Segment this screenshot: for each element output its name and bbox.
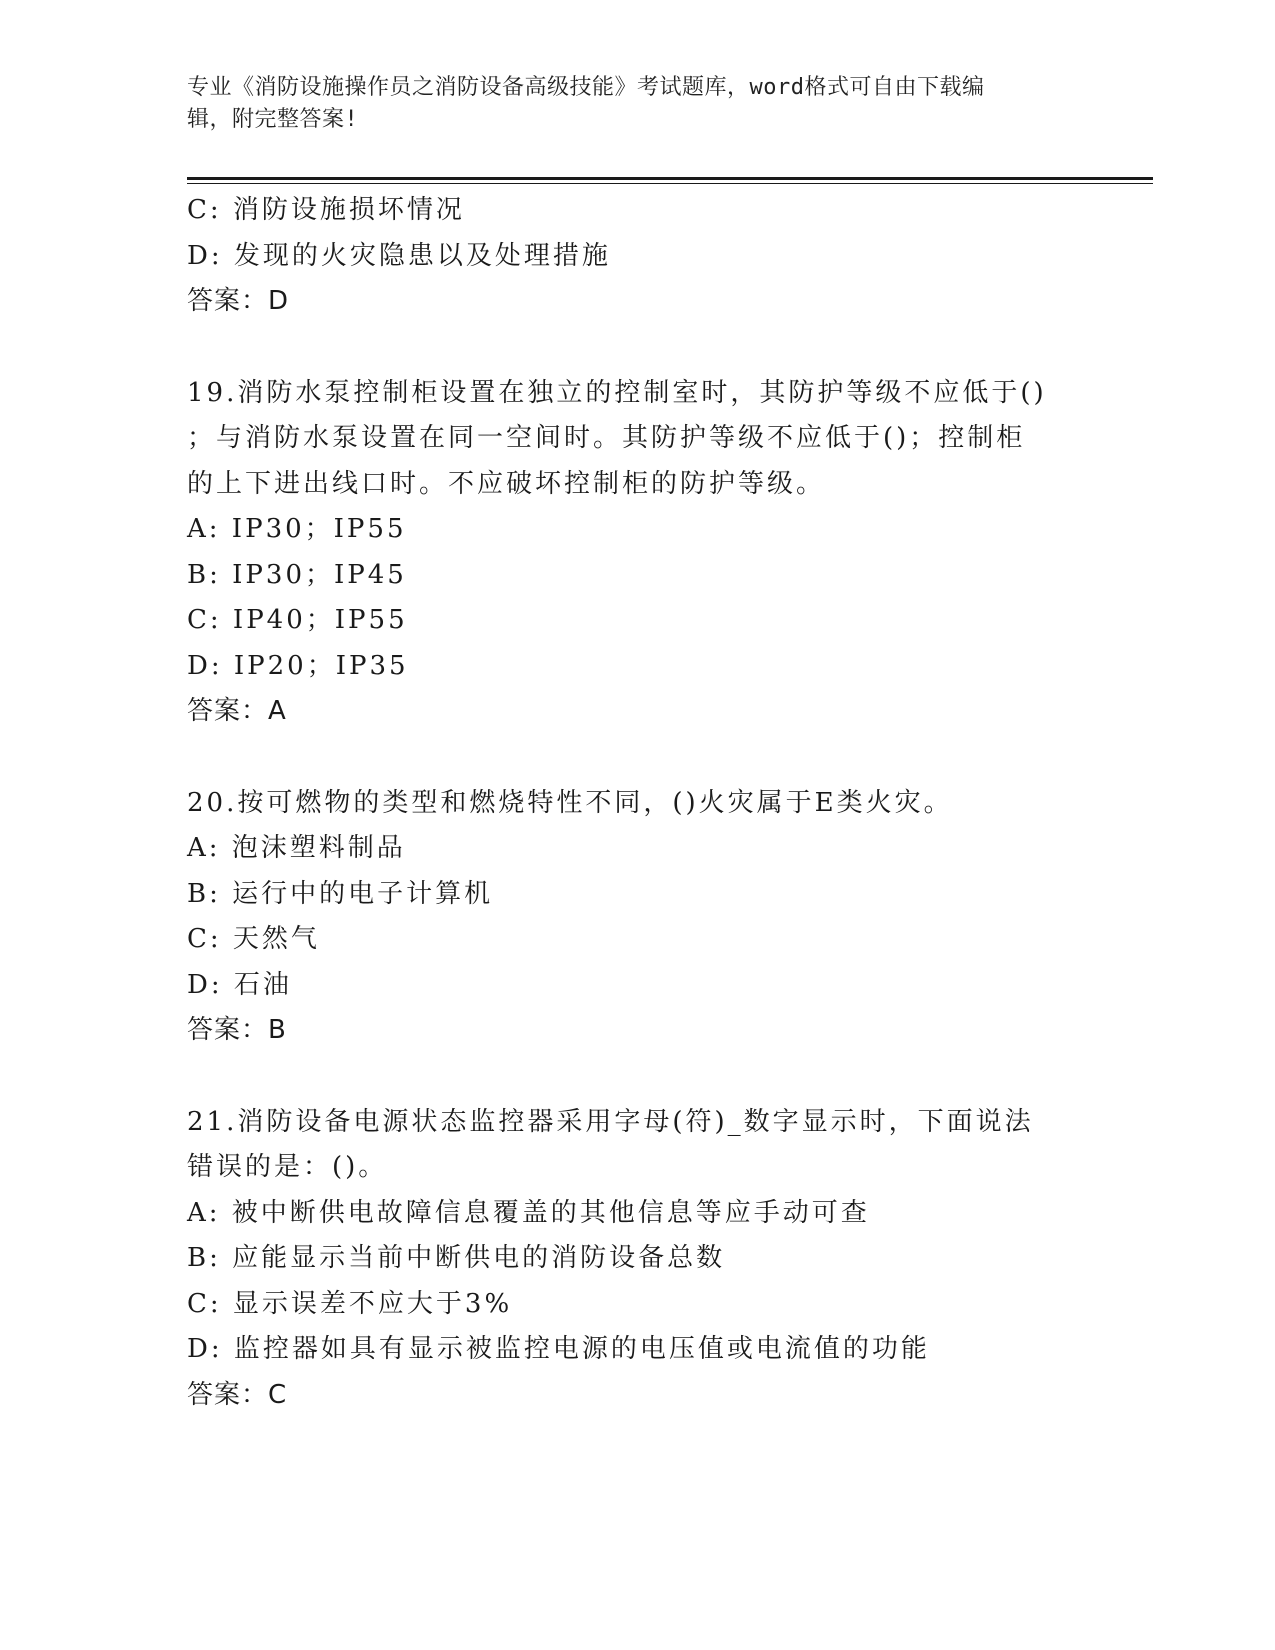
- option-b: B: 运行中的电子计算机: [187, 878, 494, 909]
- spacer: [187, 1054, 1067, 1100]
- option-c: C: IP40；IP55: [187, 605, 408, 635]
- question-stem-line: 21.消防设备电源状态监控器采用字母(符)_数字显示时，下面说法: [187, 1106, 1034, 1137]
- spacer: [187, 735, 1067, 781]
- header-line-1: 专业《消防设施操作员之消防设备高级技能》考试题库，word格式可自由下载编: [187, 75, 985, 100]
- option-c: C: 显示误差不应大于3%: [187, 1288, 513, 1319]
- answer-line: 答案：D: [187, 286, 290, 316]
- option-d: D: IP20；IP35: [187, 650, 409, 681]
- answer-line: 答案：C: [187, 1379, 288, 1410]
- header-line-2: 辑，附完整答案!: [187, 107, 359, 132]
- question-stem-line: 的上下进出线口时。不应破坏控制柜的防护等级。: [187, 468, 826, 499]
- option-a: A: IP30；IP55: [187, 514, 407, 544]
- option-a: A: 泡沫塑料制品: [187, 833, 406, 863]
- option-d: D: 监控器如具有显示被监控电源的电压值或电流值的功能: [187, 1334, 930, 1364]
- question-20: [187, 781, 1067, 1054]
- spacer: [187, 325, 1067, 371]
- option-c: C: 消防设施损坏情况: [187, 195, 465, 225]
- option-a: A: 被中断供电故障信息覆盖的其他信息等应手动可查: [187, 1197, 870, 1228]
- answer-line: 答案：A: [187, 696, 287, 726]
- question-stem-line: 20.按可燃物的类型和燃烧特性不同，()火灾属于E类火灾。: [187, 787, 953, 818]
- previous-question-block: [187, 188, 1067, 325]
- question-content: [187, 188, 1067, 1418]
- option-d: D: 石油: [187, 969, 292, 1000]
- header-divider-thin: [187, 183, 1153, 184]
- question-stem-line: 错误的是：()。: [187, 1152, 388, 1182]
- question-stem-line: ；与消防水泵设置在同一空间时。其防护等级不应低于()；控制柜: [187, 423, 1026, 453]
- question-21: [187, 1100, 1067, 1419]
- question-stem-line: 19.消防水泵控制柜设置在独立的控制室时，其防护等级不应低于(): [187, 377, 1047, 408]
- answer-line: 答案：B: [187, 1015, 287, 1045]
- option-b: B: 应能显示当前中断供电的消防设备总数: [187, 1243, 726, 1273]
- question-19: [187, 371, 1067, 735]
- header-divider-thick: [187, 177, 1153, 180]
- option-d: D: 发现的火灾隐患以及处理措施: [187, 240, 611, 271]
- page-header: [187, 72, 1067, 136]
- option-c: C: 天然气: [187, 924, 320, 954]
- option-b: B: IP30；IP45: [187, 559, 407, 590]
